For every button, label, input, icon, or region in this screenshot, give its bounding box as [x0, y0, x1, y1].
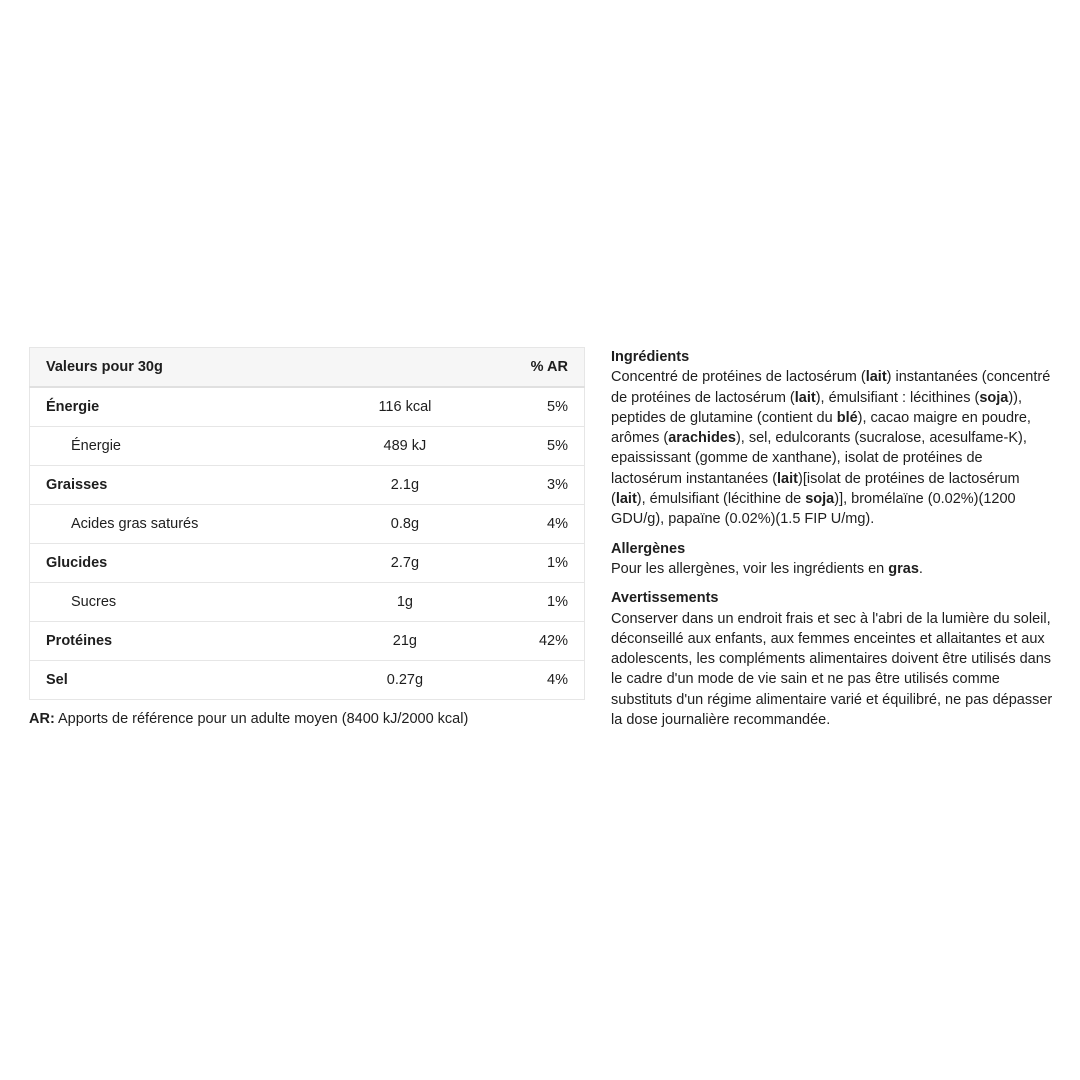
nutrient-percent: 1%	[481, 544, 585, 583]
warnings-title: Avertissements	[611, 590, 719, 607]
ingredients-section	[611, 347, 1056, 530]
header-percent-ar: % AR	[481, 348, 585, 388]
nutrient-amount: 0.27g	[329, 661, 481, 700]
nutrition-row-saturated-fat	[30, 505, 585, 544]
allergen-highlight: lait	[615, 491, 637, 508]
nutrient-name: Énergie	[30, 387, 329, 427]
nutrient-percent: 5%	[481, 427, 585, 466]
nutrition-header-row	[30, 348, 585, 388]
warnings-section	[611, 588, 1056, 730]
ingredients-fragment: ), émulsifiant (lécithine de	[636, 491, 806, 508]
allergen-highlight: lait	[794, 389, 816, 406]
warnings-text: Conserver dans un endroit frais et sec à l'abri de la lumière du soleil, déconseillé aux enfants, aux femmes enceintes et allaitantes et aux adolescents, les compléments alimentaires doivent être utilisés dans le cadre d'un mode de vie sain et ne pas être utilisés comme substituts d'un régime alimentaire varié et équilibré, ne pas dépasser la dose journalière recommandée.	[611, 610, 1053, 729]
allergens-section	[611, 539, 1056, 580]
nutrient-percent: 5%	[481, 387, 585, 427]
ingredients-title: Ingrédients	[611, 349, 690, 365]
nutrient-amount: 2.1g	[329, 466, 481, 505]
ingredients-fragment: ), émulsifiant : lécithines (	[815, 389, 980, 406]
nutrient-amount: 21g	[329, 622, 481, 661]
nutrient-amount: 489 kJ	[329, 427, 481, 466]
allergens-text-before: Pour les allergènes, voir les ingrédients en	[611, 560, 889, 577]
nutrient-name: Protéines	[30, 622, 329, 661]
ingredients-text	[611, 367, 1056, 529]
nutrient-name: Sucres	[30, 583, 329, 622]
nutrition-table-container	[29, 347, 585, 700]
footnote-text: Apports de référence pour un adulte moyen (8400 kJ/2000 kcal)	[54, 711, 469, 727]
allergens-title: Allergènes	[611, 540, 686, 557]
nutrient-percent: 42%	[481, 622, 585, 661]
header-per-serving: Valeurs pour 30g	[30, 348, 329, 388]
nutrition-table	[29, 347, 585, 700]
allergen-highlight: lait	[865, 369, 887, 386]
nutrition-row-energy-kj	[30, 427, 585, 466]
nutrient-percent: 4%	[481, 505, 585, 544]
nutrient-name: Glucides	[30, 544, 329, 583]
allergens-bold-word: gras	[888, 560, 919, 577]
nutrient-amount: 0.8g	[329, 505, 481, 544]
nutrient-percent: 3%	[481, 466, 585, 505]
ingredients-fragment: Concentré de protéines de lactosérum (	[611, 369, 866, 386]
nutrient-amount: 116 kcal	[329, 387, 481, 427]
nutrition-row-fat	[30, 466, 585, 505]
product-info-column	[611, 347, 1056, 739]
header-amount	[329, 348, 481, 388]
ingredients-fragment: ), sel, edulcorants (sucralose, acesulfame-K), epaississant (gomme de xanthane), isolat de protéines de lactosérum instantanées (	[611, 430, 1027, 487]
nutrient-name: Acides gras saturés	[30, 505, 329, 544]
ingredients-fragment: )[isolat de protéines de lactosérum (	[611, 470, 1020, 508]
allergen-highlight: arachides	[668, 430, 736, 447]
nutrition-row-protein	[30, 622, 585, 661]
nutrient-name: Graisses	[30, 466, 329, 505]
nutrient-percent: 4%	[481, 661, 585, 700]
nutrition-row-energy-kcal	[30, 387, 585, 427]
allergen-highlight: blé	[836, 409, 858, 426]
ingredients-fragment: )], bromélaïne (0.02%)(1200 GDU/g), papaïne (0.02%)(1.5 FIP U/mg).	[611, 491, 1016, 528]
allergens-text-after: .	[918, 560, 923, 577]
nutrition-row-carbohydrates	[30, 544, 585, 583]
nutrient-name: Énergie	[30, 427, 329, 466]
nutrient-amount: 2.7g	[329, 544, 481, 583]
nutrition-row-salt	[30, 661, 585, 700]
allergen-highlight: soja	[979, 389, 1009, 406]
ingredients-fragment: )), peptides de glutamine (contient du	[611, 389, 1023, 426]
ingredients-fragment: ) instantanées (concentré de protéines de lactosérum (	[611, 369, 1051, 406]
nutrition-row-sugars	[30, 583, 585, 622]
allergen-highlight: soja	[805, 491, 835, 508]
allergen-highlight: lait	[777, 470, 798, 487]
nutrient-percent: 1%	[481, 583, 585, 622]
nutrient-amount: 1g	[329, 583, 481, 622]
allergens-text	[611, 559, 1056, 579]
footnote-label: AR:	[29, 711, 55, 727]
ingredients-fragment: ), cacao maigre en poudre, arômes (	[611, 409, 1031, 447]
reference-intake-footnote	[29, 709, 589, 729]
nutrient-name: Sel	[30, 661, 329, 700]
